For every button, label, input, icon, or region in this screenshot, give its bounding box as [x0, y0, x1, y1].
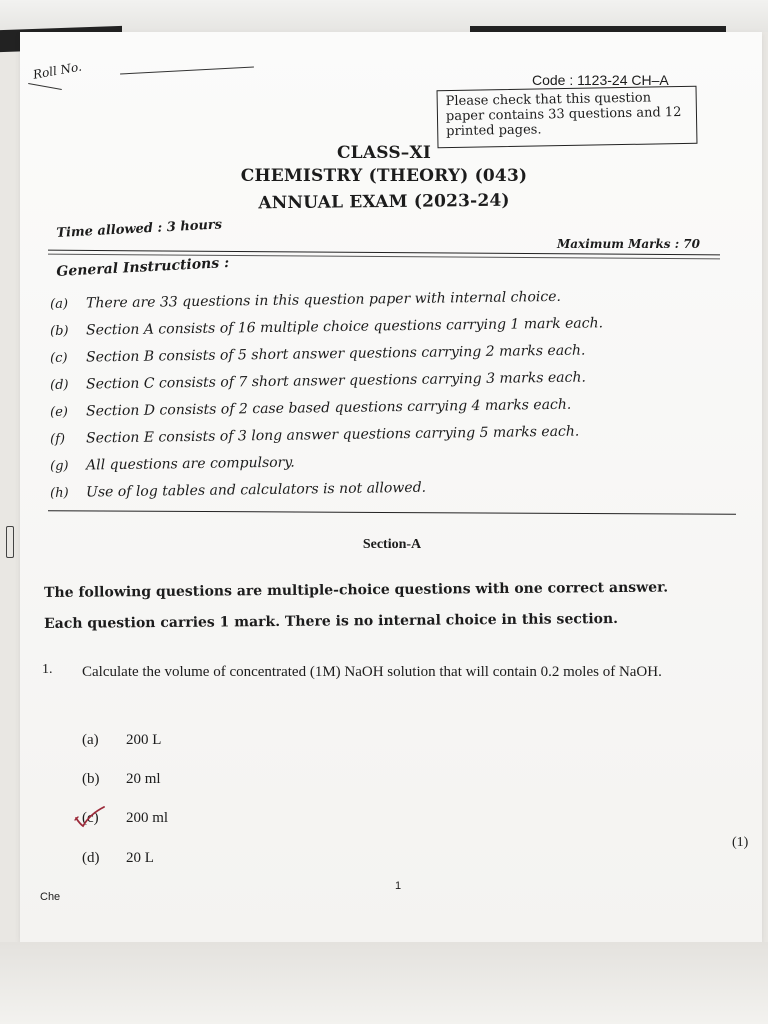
- instruction-label: (b): [50, 323, 69, 339]
- question-text: Calculate the volume of concentrated (1M) NaOH solution that will contain 0.2 moles of NaOH.: [82, 664, 662, 680]
- section-intro-line-2: Each question carries 1 mark. There is no internal choice in this section.: [44, 610, 619, 632]
- instruction-text: Section A consists of 16 multiple choice questions carrying 1 mark each.: [85, 315, 604, 339]
- instruction-text: All questions are compulsory.: [85, 454, 295, 474]
- option-b: [82, 771, 161, 788]
- instruction-item: [50, 455, 295, 474]
- exam-title: ANNUAL EXAM (2023-24): [258, 190, 510, 214]
- footer-subject: Che: [40, 891, 61, 903]
- handwritten-tick-icon: [74, 806, 108, 832]
- question-number: 1.: [42, 662, 53, 677]
- option-text: 200 L: [126, 732, 162, 748]
- background-bottom: [0, 942, 768, 1024]
- page-number: 1: [395, 880, 402, 892]
- instruction-text: There are 33 questions in this question paper with internal choice.: [85, 288, 562, 312]
- instruction-label: (h): [50, 485, 69, 501]
- instruction-label: (c): [50, 350, 68, 366]
- option-label: (d): [82, 850, 100, 866]
- option-label: (a): [82, 732, 99, 748]
- time-allowed: Time allowed : 3 hours: [56, 217, 223, 241]
- option-text: 20 ml: [126, 771, 161, 787]
- instruction-text: Use of log tables and calculators is not allowed.: [85, 479, 427, 501]
- option-label: (c): [82, 810, 99, 826]
- instruction-label: (a): [50, 296, 69, 312]
- option-d: [82, 850, 154, 867]
- page-count-notice: Please check that this question paper contains 33 questions and 12 printed pages.: [437, 86, 698, 149]
- option-text: 200 ml: [126, 810, 169, 826]
- instruction-label: (e): [50, 404, 69, 420]
- instruction-label: (d): [50, 377, 69, 393]
- paper-code: Code : 1123-24 CH–A: [532, 72, 669, 88]
- maximum-marks: Maximum Marks : 70: [557, 237, 701, 251]
- instruction-text: Section E consists of 3 long answer questions carrying 5 marks each.: [85, 423, 580, 447]
- option-a: [82, 732, 161, 749]
- roll-number-label: Roll No.: [32, 59, 83, 82]
- instruction-text: Section C consists of 7 short answer questions carrying 3 marks each.: [85, 369, 586, 393]
- class-title: CLASS–XI: [336, 143, 432, 163]
- section-heading: Section-A: [362, 537, 422, 552]
- option-text: 20 L: [126, 850, 154, 866]
- option-label: (b): [82, 771, 100, 787]
- instruction-label: (f): [50, 431, 66, 447]
- question-marks: (1): [732, 835, 749, 850]
- instruction-text: Section B consists of 5 short answer questions carrying 2 marks each.: [85, 342, 586, 366]
- subject-title: CHEMISTRY (THEORY) (043): [240, 166, 528, 186]
- instruction-text: Section D consists of 2 case based questions carrying 4 marks each.: [85, 396, 572, 420]
- section-intro-line-1: The following questions are multiple-choice questions with one correct answer.: [44, 579, 669, 601]
- instruction-label: (g): [50, 458, 69, 474]
- general-instructions-heading: General Instructions :: [56, 254, 230, 280]
